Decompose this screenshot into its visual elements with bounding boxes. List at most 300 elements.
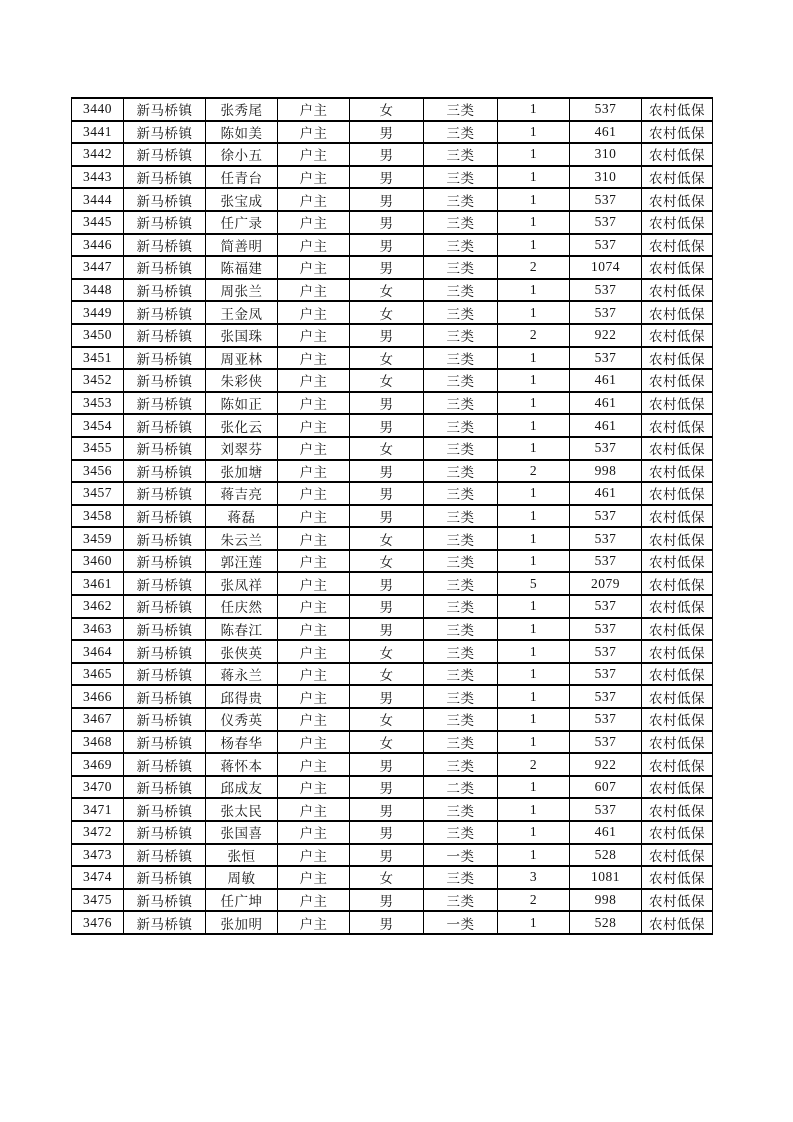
cell-name: 郭汪莲 [206, 550, 278, 573]
cell-amount: 537 [570, 279, 642, 302]
cell-name: 朱彩侠 [206, 369, 278, 392]
cell-relation: 户主 [278, 369, 350, 392]
cell-amount: 310 [570, 166, 642, 189]
table-row [72, 911, 713, 934]
table-row [72, 256, 713, 279]
cell-gender: 女 [350, 279, 424, 302]
cell-name: 刘翠芬 [206, 437, 278, 460]
cell-name: 张恒 [206, 844, 278, 867]
cell-town: 新马桥镇 [124, 731, 206, 754]
cell-household-size: 1 [498, 234, 570, 257]
cell-category: 三类 [424, 821, 498, 844]
cell-category: 三类 [424, 753, 498, 776]
cell-serial: 3461 [72, 572, 124, 595]
cell-household-size: 2 [498, 324, 570, 347]
cell-gender: 男 [350, 911, 424, 934]
cell-relation: 户主 [278, 776, 350, 799]
cell-gender: 女 [350, 301, 424, 324]
table-row [72, 166, 713, 189]
cell-name: 张侠英 [206, 640, 278, 663]
cell-serial: 3444 [72, 188, 124, 211]
cell-town: 新马桥镇 [124, 595, 206, 618]
cell-gender: 男 [350, 392, 424, 415]
cell-amount: 537 [570, 527, 642, 550]
cell-gender: 男 [350, 753, 424, 776]
cell-amount: 461 [570, 392, 642, 415]
cell-name: 杨春华 [206, 731, 278, 754]
cell-gender: 男 [350, 798, 424, 821]
cell-benefit-type: 农村低保 [642, 166, 713, 189]
cell-household-size: 2 [498, 256, 570, 279]
cell-name: 蒋磊 [206, 505, 278, 528]
cell-category: 三类 [424, 595, 498, 618]
cell-gender: 女 [350, 640, 424, 663]
cell-benefit-type: 农村低保 [642, 482, 713, 505]
cell-name: 任广录 [206, 211, 278, 234]
cell-benefit-type: 农村低保 [642, 595, 713, 618]
cell-category: 三类 [424, 188, 498, 211]
table-row [72, 188, 713, 211]
cell-town: 新马桥镇 [124, 708, 206, 731]
cell-town: 新马桥镇 [124, 166, 206, 189]
cell-relation: 户主 [278, 324, 350, 347]
cell-serial: 3472 [72, 821, 124, 844]
cell-household-size: 5 [498, 572, 570, 595]
cell-town: 新马桥镇 [124, 798, 206, 821]
cell-serial: 3451 [72, 347, 124, 370]
cell-household-size: 1 [498, 482, 570, 505]
cell-benefit-type: 农村低保 [642, 234, 713, 257]
cell-category: 三类 [424, 98, 498, 121]
cell-relation: 户主 [278, 753, 350, 776]
cell-name: 王金凤 [206, 301, 278, 324]
cell-category: 三类 [424, 731, 498, 754]
cell-gender: 男 [350, 821, 424, 844]
table-row [72, 460, 713, 483]
cell-benefit-type: 农村低保 [642, 527, 713, 550]
cell-amount: 537 [570, 708, 642, 731]
cell-name: 蒋永兰 [206, 663, 278, 686]
cell-serial: 3442 [72, 143, 124, 166]
table-row [72, 776, 713, 799]
cell-serial: 3470 [72, 776, 124, 799]
cell-serial: 3460 [72, 550, 124, 573]
cell-amount: 537 [570, 437, 642, 460]
cell-name: 陈如美 [206, 121, 278, 144]
cell-gender: 男 [350, 482, 424, 505]
cell-household-size: 1 [498, 731, 570, 754]
cell-name: 张化云 [206, 414, 278, 437]
table-row [72, 143, 713, 166]
cell-town: 新马桥镇 [124, 414, 206, 437]
cell-category: 三类 [424, 324, 498, 347]
cell-serial: 3448 [72, 279, 124, 302]
table-row [72, 866, 713, 889]
cell-relation: 户主 [278, 301, 350, 324]
cell-relation: 户主 [278, 392, 350, 415]
cell-name: 周敏 [206, 866, 278, 889]
cell-household-size: 1 [498, 437, 570, 460]
cell-amount: 922 [570, 324, 642, 347]
cell-benefit-type: 农村低保 [642, 437, 713, 460]
table-row [72, 640, 713, 663]
cell-name: 仪秀英 [206, 708, 278, 731]
cell-name: 张秀尾 [206, 98, 278, 121]
cell-serial: 3463 [72, 618, 124, 641]
cell-serial: 3445 [72, 211, 124, 234]
cell-category: 三类 [424, 550, 498, 573]
table-row [72, 527, 713, 550]
table-row [72, 347, 713, 370]
cell-relation: 户主 [278, 505, 350, 528]
cell-relation: 户主 [278, 527, 350, 550]
table-row [72, 279, 713, 302]
cell-category: 二类 [424, 776, 498, 799]
cell-household-size: 1 [498, 505, 570, 528]
cell-benefit-type: 农村低保 [642, 460, 713, 483]
table-row [72, 301, 713, 324]
cell-name: 张太民 [206, 798, 278, 821]
table-row [72, 121, 713, 144]
cell-household-size: 1 [498, 776, 570, 799]
cell-amount: 537 [570, 211, 642, 234]
cell-gender: 女 [350, 527, 424, 550]
cell-town: 新马桥镇 [124, 121, 206, 144]
cell-town: 新马桥镇 [124, 279, 206, 302]
cell-gender: 男 [350, 166, 424, 189]
cell-gender: 男 [350, 595, 424, 618]
cell-category: 三类 [424, 505, 498, 528]
cell-town: 新马桥镇 [124, 866, 206, 889]
table-row [72, 505, 713, 528]
cell-relation: 户主 [278, 279, 350, 302]
cell-name: 朱云兰 [206, 527, 278, 550]
cell-name: 徐小五 [206, 143, 278, 166]
cell-name: 简善明 [206, 234, 278, 257]
cell-serial: 3457 [72, 482, 124, 505]
table-row [72, 753, 713, 776]
cell-benefit-type: 农村低保 [642, 550, 713, 573]
cell-relation: 户主 [278, 844, 350, 867]
table-row [72, 663, 713, 686]
cell-benefit-type: 农村低保 [642, 98, 713, 121]
cell-town: 新马桥镇 [124, 663, 206, 686]
table-row [72, 821, 713, 844]
cell-gender: 男 [350, 618, 424, 641]
cell-town: 新马桥镇 [124, 392, 206, 415]
cell-household-size: 1 [498, 166, 570, 189]
cell-amount: 998 [570, 889, 642, 912]
table-row [72, 685, 713, 708]
cell-household-size: 1 [498, 121, 570, 144]
cell-gender: 男 [350, 460, 424, 483]
cell-gender: 男 [350, 889, 424, 912]
cell-category: 三类 [424, 889, 498, 912]
cell-town: 新马桥镇 [124, 889, 206, 912]
cell-serial: 3466 [72, 685, 124, 708]
cell-relation: 户主 [278, 143, 350, 166]
cell-serial: 3446 [72, 234, 124, 257]
cell-serial: 3464 [72, 640, 124, 663]
cell-serial: 3456 [72, 460, 124, 483]
cell-amount: 310 [570, 143, 642, 166]
cell-name: 蒋吉亮 [206, 482, 278, 505]
cell-serial: 3454 [72, 414, 124, 437]
cell-benefit-type: 农村低保 [642, 866, 713, 889]
cell-relation: 户主 [278, 211, 350, 234]
cell-serial: 3443 [72, 166, 124, 189]
table-row [72, 324, 713, 347]
cell-town: 新马桥镇 [124, 324, 206, 347]
cell-category: 三类 [424, 798, 498, 821]
cell-household-size: 1 [498, 301, 570, 324]
cell-benefit-type: 农村低保 [642, 844, 713, 867]
table-row [72, 392, 713, 415]
cell-town: 新马桥镇 [124, 188, 206, 211]
cell-household-size: 1 [498, 369, 570, 392]
cell-gender: 女 [350, 98, 424, 121]
cell-town: 新马桥镇 [124, 821, 206, 844]
subsistence-allowance-table [71, 97, 713, 935]
cell-benefit-type: 农村低保 [642, 708, 713, 731]
cell-household-size: 2 [498, 753, 570, 776]
cell-benefit-type: 农村低保 [642, 301, 713, 324]
cell-town: 新马桥镇 [124, 776, 206, 799]
cell-benefit-type: 农村低保 [642, 889, 713, 912]
table-row [72, 98, 713, 121]
cell-benefit-type: 农村低保 [642, 392, 713, 415]
cell-relation: 户主 [278, 663, 350, 686]
cell-benefit-type: 农村低保 [642, 753, 713, 776]
cell-category: 三类 [424, 256, 498, 279]
cell-name: 张加明 [206, 911, 278, 934]
cell-benefit-type: 农村低保 [642, 640, 713, 663]
cell-relation: 户主 [278, 572, 350, 595]
cell-household-size: 1 [498, 618, 570, 641]
cell-category: 三类 [424, 663, 498, 686]
cell-benefit-type: 农村低保 [642, 505, 713, 528]
cell-amount: 537 [570, 301, 642, 324]
cell-category: 三类 [424, 527, 498, 550]
cell-gender: 男 [350, 256, 424, 279]
cell-benefit-type: 农村低保 [642, 143, 713, 166]
cell-town: 新马桥镇 [124, 550, 206, 573]
cell-category: 三类 [424, 437, 498, 460]
cell-category: 三类 [424, 392, 498, 415]
cell-relation: 户主 [278, 256, 350, 279]
cell-town: 新马桥镇 [124, 143, 206, 166]
cell-gender: 男 [350, 143, 424, 166]
cell-benefit-type: 农村低保 [642, 369, 713, 392]
cell-serial: 3468 [72, 731, 124, 754]
cell-benefit-type: 农村低保 [642, 347, 713, 370]
cell-name: 周亚林 [206, 347, 278, 370]
cell-serial: 3450 [72, 324, 124, 347]
cell-name: 张凤祥 [206, 572, 278, 595]
cell-gender: 男 [350, 776, 424, 799]
cell-relation: 户主 [278, 347, 350, 370]
cell-household-size: 1 [498, 392, 570, 415]
cell-town: 新马桥镇 [124, 437, 206, 460]
cell-name: 陈如正 [206, 392, 278, 415]
cell-gender: 男 [350, 188, 424, 211]
cell-household-size: 2 [498, 889, 570, 912]
table-row [72, 211, 713, 234]
cell-amount: 607 [570, 776, 642, 799]
cell-category: 三类 [424, 347, 498, 370]
cell-category: 三类 [424, 143, 498, 166]
cell-relation: 户主 [278, 889, 350, 912]
cell-benefit-type: 农村低保 [642, 821, 713, 844]
cell-gender: 男 [350, 234, 424, 257]
cell-town: 新马桥镇 [124, 527, 206, 550]
cell-relation: 户主 [278, 618, 350, 641]
cell-amount: 537 [570, 640, 642, 663]
cell-serial: 3453 [72, 392, 124, 415]
cell-town: 新马桥镇 [124, 256, 206, 279]
cell-relation: 户主 [278, 437, 350, 460]
cell-category: 三类 [424, 572, 498, 595]
cell-household-size: 1 [498, 595, 570, 618]
cell-gender: 女 [350, 437, 424, 460]
cell-benefit-type: 农村低保 [642, 279, 713, 302]
cell-benefit-type: 农村低保 [642, 324, 713, 347]
cell-serial: 3455 [72, 437, 124, 460]
cell-gender: 女 [350, 369, 424, 392]
cell-amount: 537 [570, 188, 642, 211]
cell-relation: 户主 [278, 731, 350, 754]
table-row [72, 798, 713, 821]
table-row [72, 889, 713, 912]
cell-benefit-type: 农村低保 [642, 618, 713, 641]
cell-benefit-type: 农村低保 [642, 663, 713, 686]
cell-amount: 461 [570, 369, 642, 392]
cell-serial: 3471 [72, 798, 124, 821]
cell-town: 新马桥镇 [124, 572, 206, 595]
cell-amount: 537 [570, 685, 642, 708]
cell-benefit-type: 农村低保 [642, 572, 713, 595]
cell-serial: 3475 [72, 889, 124, 912]
cell-household-size: 1 [498, 98, 570, 121]
table-row [72, 618, 713, 641]
cell-town: 新马桥镇 [124, 301, 206, 324]
cell-amount: 537 [570, 731, 642, 754]
cell-town: 新马桥镇 [124, 482, 206, 505]
cell-amount: 461 [570, 821, 642, 844]
cell-gender: 男 [350, 844, 424, 867]
cell-relation: 户主 [278, 482, 350, 505]
cell-gender: 女 [350, 866, 424, 889]
cell-name: 陈福建 [206, 256, 278, 279]
cell-serial: 3473 [72, 844, 124, 867]
cell-town: 新马桥镇 [124, 98, 206, 121]
cell-household-size: 1 [498, 708, 570, 731]
cell-serial: 3452 [72, 369, 124, 392]
cell-household-size: 1 [498, 211, 570, 234]
cell-town: 新马桥镇 [124, 844, 206, 867]
cell-amount: 537 [570, 663, 642, 686]
cell-relation: 户主 [278, 821, 350, 844]
cell-amount: 537 [570, 595, 642, 618]
cell-benefit-type: 农村低保 [642, 121, 713, 144]
table-row [72, 595, 713, 618]
cell-serial: 3467 [72, 708, 124, 731]
cell-household-size: 3 [498, 866, 570, 889]
cell-benefit-type: 农村低保 [642, 911, 713, 934]
table-row [72, 234, 713, 257]
cell-town: 新马桥镇 [124, 460, 206, 483]
cell-category: 三类 [424, 414, 498, 437]
cell-amount: 922 [570, 753, 642, 776]
cell-town: 新马桥镇 [124, 369, 206, 392]
cell-household-size: 1 [498, 798, 570, 821]
cell-gender: 男 [350, 572, 424, 595]
cell-serial: 3441 [72, 121, 124, 144]
cell-relation: 户主 [278, 708, 350, 731]
cell-category: 三类 [424, 211, 498, 234]
table-row [72, 369, 713, 392]
cell-serial: 3465 [72, 663, 124, 686]
cell-town: 新马桥镇 [124, 347, 206, 370]
cell-category: 三类 [424, 301, 498, 324]
cell-household-size: 1 [498, 821, 570, 844]
cell-amount: 1074 [570, 256, 642, 279]
cell-amount: 528 [570, 911, 642, 934]
cell-amount: 537 [570, 618, 642, 641]
table-row [72, 482, 713, 505]
cell-household-size: 1 [498, 414, 570, 437]
table-body [72, 98, 713, 934]
cell-relation: 户主 [278, 640, 350, 663]
cell-category: 三类 [424, 369, 498, 392]
cell-household-size: 1 [498, 844, 570, 867]
cell-benefit-type: 农村低保 [642, 776, 713, 799]
cell-town: 新马桥镇 [124, 505, 206, 528]
cell-amount: 537 [570, 550, 642, 573]
cell-gender: 男 [350, 414, 424, 437]
cell-amount: 998 [570, 460, 642, 483]
cell-name: 周张兰 [206, 279, 278, 302]
cell-category: 一类 [424, 911, 498, 934]
cell-relation: 户主 [278, 121, 350, 144]
cell-serial: 3449 [72, 301, 124, 324]
cell-benefit-type: 农村低保 [642, 685, 713, 708]
cell-serial: 3462 [72, 595, 124, 618]
table-row [72, 437, 713, 460]
cell-relation: 户主 [278, 685, 350, 708]
cell-category: 三类 [424, 234, 498, 257]
cell-gender: 女 [350, 347, 424, 370]
cell-amount: 528 [570, 844, 642, 867]
cell-category: 一类 [424, 844, 498, 867]
cell-household-size: 1 [498, 685, 570, 708]
cell-category: 三类 [424, 866, 498, 889]
cell-household-size: 1 [498, 640, 570, 663]
cell-category: 三类 [424, 482, 498, 505]
cell-benefit-type: 农村低保 [642, 188, 713, 211]
table-row [72, 731, 713, 754]
cell-relation: 户主 [278, 414, 350, 437]
cell-benefit-type: 农村低保 [642, 731, 713, 754]
cell-gender: 女 [350, 663, 424, 686]
cell-name: 邱成友 [206, 776, 278, 799]
cell-amount: 461 [570, 121, 642, 144]
table-row [72, 550, 713, 573]
cell-relation: 户主 [278, 98, 350, 121]
cell-household-size: 1 [498, 550, 570, 573]
cell-household-size: 2 [498, 460, 570, 483]
cell-town: 新马桥镇 [124, 618, 206, 641]
